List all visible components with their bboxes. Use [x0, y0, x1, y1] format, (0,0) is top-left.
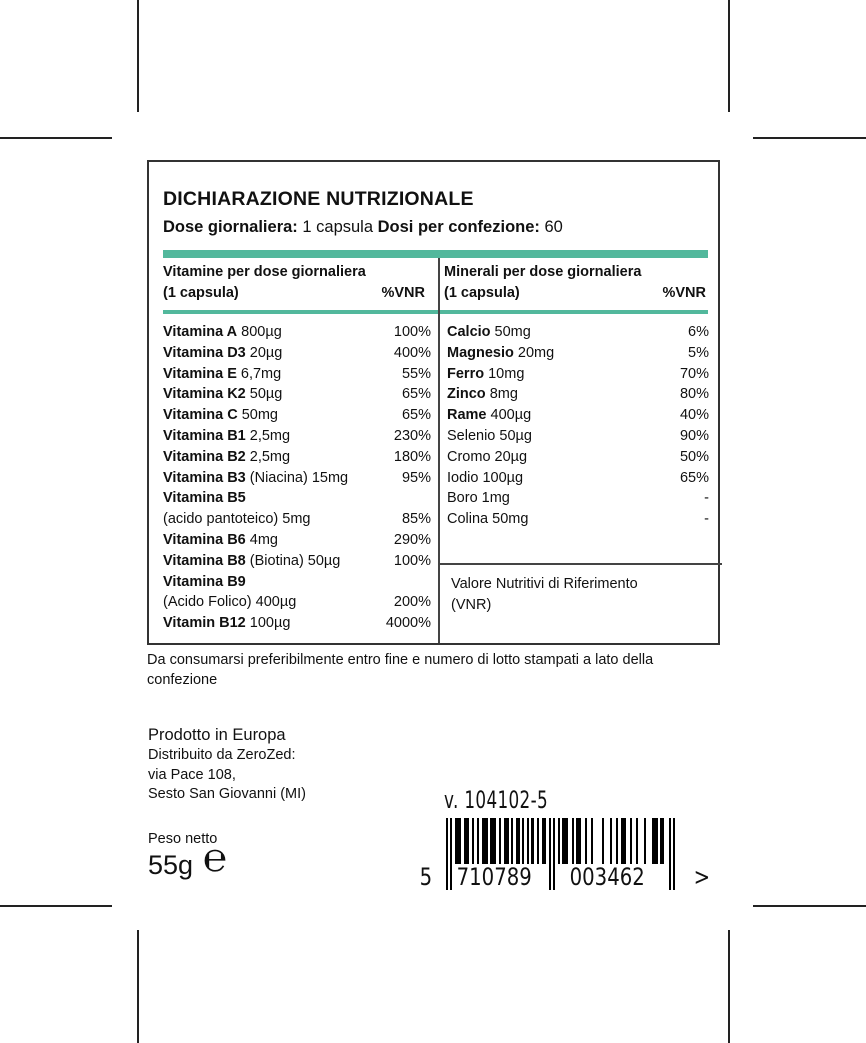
column-divider — [438, 258, 440, 643]
vitamins-header — [163, 262, 425, 303]
vitamin-row — [163, 530, 431, 551]
nutrient-pct: 290% — [393, 531, 431, 548]
nutrient-pct: 55% — [401, 365, 431, 382]
nutrient-name: Zinco — [447, 386, 486, 403]
barcode-quiet-zone-marker: > — [693, 863, 711, 891]
mineral-row — [447, 447, 709, 468]
nutrient-name: Vitamina C — [163, 407, 238, 424]
servings-value: 60 — [544, 218, 563, 236]
version-code: v. 104102-5 — [444, 786, 549, 814]
vitamin-row — [163, 613, 431, 634]
nutrient-amount: 400µg — [486, 407, 532, 424]
mineral-row — [447, 509, 709, 530]
nutrient-pct: - — [704, 490, 709, 507]
distributor-address-line1: via Pace 108, — [148, 766, 236, 783]
reference-note — [451, 574, 701, 615]
mineral-row — [447, 405, 709, 426]
crop-mark-bottom-right-vertical — [728, 930, 730, 1043]
origin-text: Prodotto in Europa — [148, 726, 286, 744]
nutrient-pct: 40% — [679, 407, 709, 424]
nutrient-amount: 50mg — [237, 407, 278, 424]
crop-mark-top-right-vertical — [728, 0, 730, 112]
nutrient-name: Vitamina B1 — [163, 427, 246, 444]
vitamin-row — [163, 322, 431, 343]
minerals-header-title: Minerali per dose giornaliera — [444, 264, 642, 280]
vitamins-header-unit: (1 capsula) — [163, 284, 239, 301]
minerals-header-unit: (1 capsula) — [444, 284, 520, 301]
reference-divider — [438, 563, 722, 565]
nutrient-name: Vitamina B8 — [163, 552, 246, 569]
mineral-row — [447, 426, 709, 447]
nutrient-pct: 5% — [688, 344, 709, 361]
nutrient-amount: 50µg — [245, 386, 283, 403]
vitamin-row — [163, 343, 431, 364]
mineral-row — [447, 384, 709, 405]
nutrient-name: Vitamina B9 — [163, 573, 246, 590]
crop-mark-top-left-horizontal — [0, 137, 112, 139]
nutrient-amount: 2,5mg — [245, 427, 291, 444]
accent-bar-top — [163, 250, 708, 258]
nutrient-pct: 200% — [393, 594, 431, 611]
reference-note-line1: Valore Nutritivi di Riferimento — [451, 576, 638, 592]
nutrient-amount: 20mg — [513, 344, 555, 361]
nutrient-pct: 85% — [401, 511, 431, 528]
mineral-row — [447, 488, 709, 509]
minerals-header-pct: %VNR — [662, 284, 706, 301]
nutrient-name: Ferro — [447, 365, 485, 382]
nutrient-amount: 20µg — [245, 344, 283, 361]
nutrient-pct: 70% — [679, 365, 709, 382]
nutrient-name: Vitamin B12 — [163, 615, 246, 632]
vitamin-row — [163, 488, 431, 509]
minerals-header — [444, 262, 706, 303]
nutrient-name: Vitamina B2 — [163, 448, 246, 465]
barcode-left-digits: 710789 — [456, 863, 532, 891]
vitamin-row — [163, 468, 431, 489]
nutrient-pct: 100% — [393, 324, 431, 340]
distributor-address-line2: Sesto San Giovanni (MI) — [148, 786, 306, 802]
vitamin-row — [163, 551, 431, 572]
accent-bar-header — [163, 310, 708, 314]
distributor-name: Distribuito da ZeroZed: — [148, 747, 296, 763]
barcode-first-digit: 5 — [419, 863, 433, 891]
nutrient-pct: 50% — [679, 448, 709, 465]
nutrient-amount: Boro 1mg — [447, 490, 510, 507]
nutrient-pct: 400% — [393, 344, 431, 361]
vitamin-row — [163, 426, 431, 447]
nutrient-amount: (Acido Folico) 400µg — [163, 594, 297, 611]
nutrient-pct: 230% — [393, 427, 431, 444]
nutrient-name: Vitamina B5 — [163, 490, 246, 507]
nutrient-pct: 65% — [401, 386, 431, 403]
estimated-sign-icon: ℮ — [203, 835, 228, 881]
mineral-row — [447, 468, 709, 489]
servings-label: Dosi per confezione: — [377, 218, 540, 236]
nutrient-name: Magnesio — [447, 344, 514, 361]
nutrient-amount: 800µg — [237, 324, 282, 340]
reference-note-line2: (VNR) — [451, 596, 492, 613]
vitamin-row — [163, 592, 431, 613]
nutrient-amount: Selenio 50µg — [447, 427, 532, 444]
vitamin-row — [163, 405, 431, 426]
nutrient-name: Rame — [447, 407, 487, 424]
vitamin-row — [163, 384, 431, 405]
nutrient-name: Vitamina A — [163, 324, 238, 340]
barcode-right-digits: 003462 — [569, 863, 645, 891]
vitamins-header-pct: %VNR — [381, 284, 425, 301]
crop-mark-top-left-vertical — [137, 0, 139, 112]
nutrient-pct: 90% — [679, 427, 709, 444]
nutrient-pct: 4000% — [385, 615, 431, 632]
nutrient-amount: 10mg — [484, 365, 525, 382]
nutrient-name: Vitamina E — [163, 365, 237, 382]
crop-mark-bottom-left-horizontal — [0, 905, 112, 907]
nutrient-name: Vitamina B6 — [163, 531, 246, 548]
crop-mark-bottom-left-vertical — [137, 930, 139, 1043]
nutrient-pct: - — [704, 511, 709, 528]
nutrient-amount: 4mg — [245, 531, 278, 548]
nutrient-name: Vitamina D3 — [163, 344, 246, 361]
nutrient-pct: 100% — [393, 552, 431, 569]
vitamins-list — [163, 322, 431, 634]
nutrient-amount: Cromo 20µg — [447, 448, 528, 465]
net-weight-label: Peso netto — [148, 831, 218, 847]
mineral-row — [447, 364, 709, 385]
nutrient-pct: 65% — [679, 469, 709, 486]
distributor-block — [148, 746, 306, 805]
nutrient-amount: 6,7mg — [236, 365, 282, 382]
nutrition-panel — [147, 160, 720, 645]
nutrient-amount: 100µg — [245, 615, 291, 632]
nutrient-pct: 65% — [401, 407, 431, 424]
vitamin-row — [163, 509, 431, 530]
nutrient-amount: (Niacina) 15mg — [245, 469, 349, 486]
crop-mark-top-right-horizontal — [753, 137, 866, 139]
nutrient-amount: Iodio 100µg — [447, 469, 524, 486]
nutrient-pct: 180% — [393, 448, 431, 465]
vitamins-header-title: Vitamine per dose giornaliera — [163, 264, 366, 280]
dose-value: 1 capsula — [302, 218, 374, 236]
nutrient-amount: 50mg — [490, 324, 531, 340]
mineral-row — [447, 343, 709, 364]
panel-title: DICHIARAZIONE NUTRIZIONALE — [163, 188, 474, 210]
crop-mark-bottom-right-horizontal — [753, 905, 866, 907]
vitamin-row — [163, 447, 431, 468]
nutrient-name: Vitamina B3 — [163, 469, 246, 486]
vitamin-row — [163, 572, 431, 593]
nutrient-name: Calcio — [447, 324, 491, 340]
net-weight-value: 55g — [148, 850, 194, 880]
nutrient-name: Vitamina K2 — [163, 386, 246, 403]
dose-label: Dose giornaliera: — [163, 218, 298, 236]
nutrient-amount: Colina 50mg — [447, 511, 529, 528]
mineral-row — [447, 322, 709, 343]
dose-line — [163, 218, 563, 237]
nutrient-pct: 6% — [688, 324, 709, 340]
nutrient-pct: 95% — [401, 469, 431, 486]
nutrient-amount: 8mg — [485, 386, 518, 403]
storage-note: Da consumarsi preferibilmente entro fine e numero di lotto stampati a lato della confezione — [147, 652, 654, 688]
vitamin-row — [163, 364, 431, 385]
nutrient-amount: (Biotina) 50µg — [245, 552, 341, 569]
nutrient-amount: (acido pantoteico) 5mg — [163, 511, 311, 528]
minerals-list — [447, 322, 709, 530]
nutrient-pct: 80% — [679, 386, 709, 403]
nutrient-amount: 2,5mg — [245, 448, 291, 465]
